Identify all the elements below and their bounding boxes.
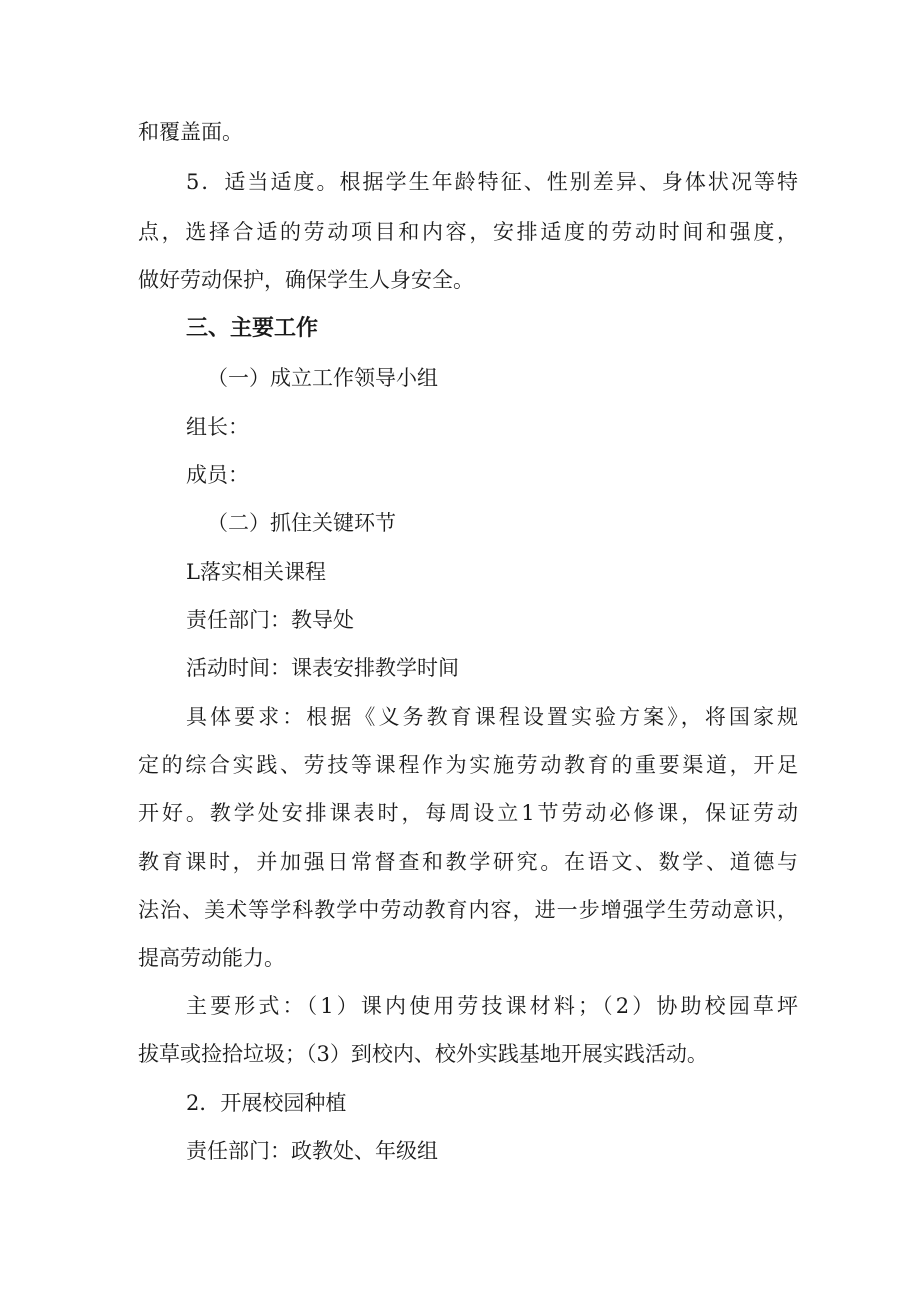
paragraph-line: 定的综合实践、劳技等课程作为实施劳动教育的重要渠道，开足 <box>138 753 798 777</box>
paragraph-line: 主要形式：（1）课内使用劳技课材料；（2）协助校园草坪 <box>186 994 798 1018</box>
paragraph-line: 做好劳动保护，确保学生人身安全。 <box>138 268 474 292</box>
paragraph-line: 活动时间：课表安排教学时间 <box>186 656 459 680</box>
paragraph-line: 责任部门：政教处、年级组 <box>186 1139 438 1163</box>
paragraph-line: 组长： <box>186 415 249 439</box>
paragraph-line: 和覆盖面。 <box>138 120 243 144</box>
paragraph-line: 成员： <box>186 463 249 487</box>
paragraph-line: 教育课时，并加强日常督查和教学研究。在语文、数学、道德与 <box>138 850 798 874</box>
paragraph-line: 点，选择合适的劳动项目和内容，安排适度的劳动时间和强度， <box>138 220 798 244</box>
paragraph-line: 5．适当适度。根据学生年龄特征、性别差异、身体状况等特 <box>186 170 798 194</box>
paragraph-line: 具体要求：根据《义务教育课程设置实验方案》，将国家规 <box>186 705 798 729</box>
item-heading: L落实相关课程 <box>186 560 326 584</box>
paragraph-line: 法治、美术等学科教学中劳动教育内容，进一步增强学生劳动意识， <box>138 898 798 922</box>
paragraph-line: 拔草或捡拾垃圾；（3）到校内、校外实践基地开展实践活动。 <box>138 1042 708 1066</box>
paragraph-line: 开好。教学处安排课表时，每周设立1节劳动必修课，保证劳动 <box>138 801 798 825</box>
section-heading: 三、主要工作 <box>186 316 319 341</box>
paragraph-line: 提高劳动能力。 <box>138 946 285 970</box>
paragraph-line: 责任部门：教导处 <box>186 608 354 632</box>
subsection-heading: （一）成立工作领导小组 <box>207 366 438 390</box>
item-heading: 2．开展校园种植 <box>186 1091 347 1115</box>
subsection-heading: （二）抓住关键环节 <box>207 511 396 535</box>
